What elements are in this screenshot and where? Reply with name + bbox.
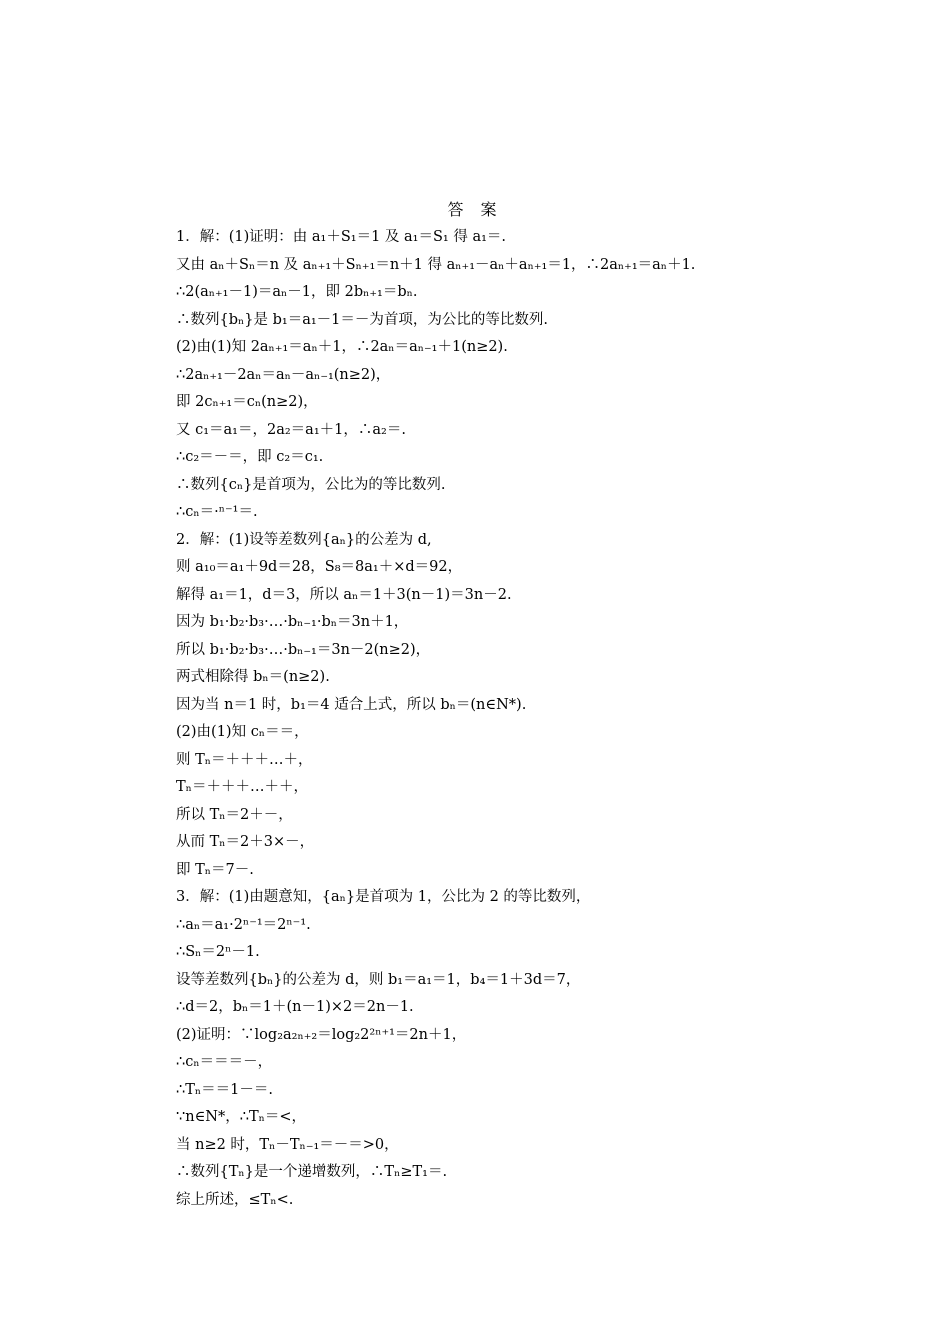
text-line: 当 n≥2 时，Tₙ－Tₙ₋₁＝－＝>0， (176, 1136, 399, 1153)
text-line: (2)证明：∵log₂a₂ₙ₊₂＝log₂2²ⁿ⁺¹＝2n＋1， (176, 1026, 467, 1043)
text-line: ∴数列{Tₙ}是一个递增数列，∴Tₙ≥T₁＝. (176, 1164, 448, 1180)
text-line: 设等差数列{bₙ}的公差为 d，则 b₁＝a₁＝1，b₄＝1＋3d＝7， (176, 971, 581, 988)
text-line: ∴数列{cₙ}是首项为，公比为的等比数列. (176, 476, 446, 493)
text-line: ∴cₙ＝·ⁿ⁻¹＝. (176, 504, 258, 520)
text-line: ∴aₙ＝a₁·2ⁿ⁻¹＝2ⁿ⁻¹. (176, 916, 311, 933)
text-line: 则 Tₙ＝＋＋＋…＋， (176, 751, 313, 768)
text-line: 两式相除得 bₙ＝(n≥2). (176, 669, 330, 685)
text-line: 1．解：(1)证明：由 a₁＋S₁＝1 及 a₁＝S₁ 得 a₁＝. (176, 229, 507, 245)
text-line: 因为当 n＝1 时，b₁＝4 适合上式，所以 bₙ＝(n∈N*). (176, 696, 527, 713)
text-line: 即 2cₙ₊₁＝cₙ(n≥2)， (176, 394, 318, 410)
text-line: ∴c₂＝－＝，即 c₂＝c₁. (176, 449, 324, 465)
page-title: 答 案 (447, 200, 503, 219)
text-line: ∴2(aₙ₊₁－1)＝aₙ－1，即 2bₙ₊₁＝bₙ. (176, 284, 418, 300)
text-line: ∴Tₙ＝＝1－＝. (176, 1081, 274, 1098)
text-line: 从而 Tₙ＝2＋3×－， (176, 834, 315, 850)
answer-body (176, 224, 836, 1214)
text-line: 又由 aₙ＋Sₙ＝n 及 aₙ₊₁＋Sₙ₊₁＝n＋1 得 aₙ₊₁－aₙ＋aₙ₊₁＝1，∴2aₙ₊₁＝aₙ＋1. (176, 256, 696, 273)
text-line: 综上所述，≤Tₙ<. (176, 1191, 294, 1208)
text-line: 因为 b₁·b₂·b₃·…·bₙ₋₁·bₙ＝3n＋1， (176, 614, 409, 630)
text-line: 即 Tₙ＝7－. (176, 861, 254, 878)
text-line: 3．解：(1)由题意知，{aₙ}是首项为 1，公比为 2 的等比数列， (176, 889, 591, 905)
text-line: ∴d＝2，bₙ＝1＋(n－1)×2＝2n－1. (176, 999, 414, 1015)
text-line: 又 c₁＝a₁＝，2a₂＝a₁＋1，∴a₂＝. (176, 421, 406, 438)
text-line: (2)由(1)知 2aₙ₊₁＝aₙ＋1，∴2aₙ＝aₙ₋₁＋1(n≥2). (176, 339, 508, 355)
text-line: 解得 a₁＝1，d＝3，所以 aₙ＝1＋3(n－1)＝3n－2. (176, 586, 512, 603)
text-line: (2)由(1)知 cₙ＝＝， (176, 724, 309, 740)
text-line: 所以 Tₙ＝2＋－， (176, 806, 293, 823)
text-line: Tₙ＝＋＋＋…＋＋， (176, 779, 308, 795)
text-line: ∴Sₙ＝2ⁿ－1. (176, 944, 260, 960)
text-line: ∵n∈N*，∴Tₙ＝<， (176, 1109, 307, 1125)
text-line: 则 a₁₀＝a₁＋9d＝28，S₈＝8a₁＋×d＝92， (176, 559, 463, 575)
text-line: ∴数列{bₙ}是 b₁＝a₁－1＝－为首项，为公比的等比数列. (176, 311, 548, 328)
text-line: ∴cₙ＝＝＝－， (176, 1054, 273, 1070)
text-line: 2．解：(1)设等差数列{aₙ}的公差为 d, (176, 531, 432, 548)
text-line: ∴2aₙ₊₁－2aₙ＝aₙ－aₙ₋₁(n≥2)， (176, 366, 391, 383)
text-line: 所以 b₁·b₂·b₃·…·bₙ₋₁＝3n－2(n≥2)， (176, 641, 431, 658)
